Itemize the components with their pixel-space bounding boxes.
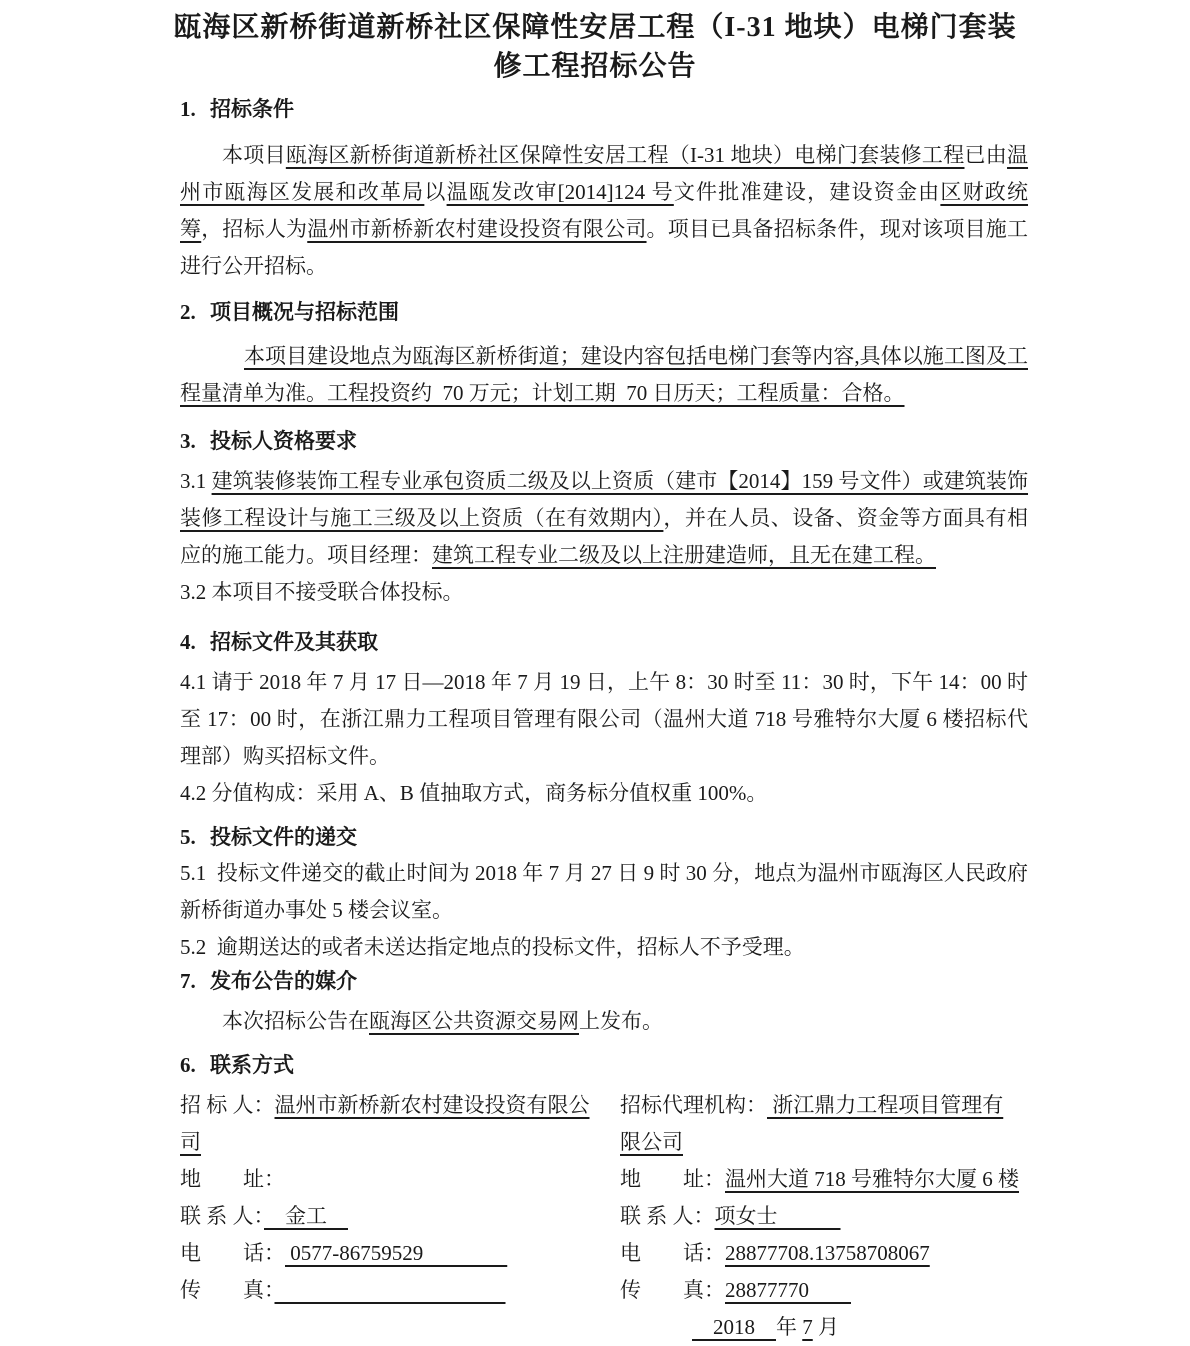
section-s6 [180, 1052, 1028, 1346]
section-heading [180, 428, 1028, 455]
underlined-text: 28877708.13758708067 [725, 1241, 930, 1265]
underlined-text: 瓯海区公共资源交易网 [369, 1009, 579, 1033]
contact-label: 联 系 人： [620, 1204, 715, 1228]
document-title [0, 0, 1190, 86]
contact-label: 传 真： [180, 1278, 275, 1302]
text-run: 。项目已具备招标条件，现对该项目施工进行公开招标。 [180, 217, 1029, 278]
contact-row [620, 1272, 1022, 1309]
contact-row [180, 1087, 600, 1161]
text-run: 月 [812, 1315, 839, 1339]
text-run: 4.2 分值构成：采用 A、B 值抽取方式，商务标分值权重 100%。 [180, 781, 768, 805]
text-run: ，招标人为 [201, 217, 308, 241]
contact-label: 传 真： [620, 1278, 725, 1302]
underlined-text: 项女士 [714, 1204, 841, 1228]
contact-row [180, 1272, 600, 1309]
section-number: 7. [180, 969, 196, 993]
section-number: 1. [180, 97, 196, 121]
underlined-text: 浙江鼎力工程项目管理有限公司 [620, 1093, 1004, 1154]
text-run: 年 [776, 1315, 803, 1339]
text-run: 5.2 逾期送达的或者未送达指定地点的投标文件，招标人不予受理。 [180, 935, 805, 959]
section-number: 5. [180, 825, 196, 849]
paragraph [180, 137, 1028, 285]
section-s3 [180, 428, 1028, 611]
contact-label: 联 系 人： [180, 1204, 264, 1228]
contact-label: 电 话： [620, 1241, 725, 1265]
text-run: ，并在人员、设备、资金等方面具有相应的施工能力。项目经理： [180, 506, 1029, 567]
paragraph [180, 1003, 1028, 1040]
paragraph [180, 664, 1028, 775]
paragraph [180, 338, 1028, 412]
contact-row [180, 1161, 600, 1198]
underlined-text: 建筑工程专业二级及以上注册建造师，且无在建工程。 [432, 543, 936, 567]
text-run: 本项目 [222, 143, 286, 167]
section-heading [180, 824, 1028, 851]
sections-container [180, 96, 1028, 1346]
section-heading [180, 968, 1028, 995]
contact-row [620, 1161, 1022, 1198]
section-s2 [180, 299, 1028, 412]
text-run: 4.1 请于 2018 年 7 月 17 日—2018 年 7 月 19 日，上午 8：30 时至 11：30 时，下午 14：00 时至 17：00 时，在浙江鼎力工程项目管理有限公司（温州大道 718 号雅特尔大厦 6 楼招标代理部）购买招标文件。 [180, 670, 1028, 768]
text-run: 已由 [964, 143, 1008, 167]
section-s1 [180, 96, 1028, 285]
contact-date-line [620, 1309, 1022, 1346]
text-run: 3.1 [180, 469, 212, 493]
contact-column-right [620, 1087, 1022, 1346]
paragraph [180, 855, 1028, 929]
contact-row [180, 1198, 600, 1235]
section-title: 投标文件的递交 [210, 826, 357, 849]
underlined-text: 2018 [692, 1315, 776, 1339]
section-heading [180, 299, 1028, 326]
section-heading [180, 629, 1028, 656]
contact-row [620, 1087, 1022, 1161]
underlined-text: 金工 [264, 1204, 348, 1228]
contact-label: 电 话： [180, 1241, 285, 1265]
underlined-text: 0577-86759529 [285, 1241, 508, 1265]
contact-row [620, 1198, 1022, 1235]
section-s7 [180, 968, 1028, 1040]
contact-label: 招标代理机构： [620, 1093, 767, 1117]
contact-row [620, 1235, 1022, 1272]
section-title: 招标文件及其获取 [210, 631, 378, 654]
section-title: 项目概况与招标范围 [210, 301, 399, 324]
underlined-text: 温州大道 718 号雅特尔大厦 6 楼 [725, 1167, 1019, 1191]
contact-label: 招 标 人： [180, 1093, 275, 1117]
paragraph [180, 574, 1028, 611]
text-run: 以 [424, 180, 447, 204]
text-run: 上发布。 [579, 1009, 663, 1033]
paragraph [180, 463, 1028, 574]
underlined-text: 区财政统筹 [180, 180, 1029, 241]
underlined-text: 温瓯发改审[2014]124 号 [446, 180, 674, 204]
section-heading [180, 96, 1028, 123]
text-run: 本次招标公告在 [222, 1009, 369, 1033]
paragraph [180, 775, 1028, 812]
contact-column-left [180, 1087, 600, 1346]
underlined-text: 温州市新桥新农村建设投资有限公司 [307, 217, 647, 241]
paragraph [180, 929, 1028, 966]
section-s4 [180, 629, 1028, 812]
section-title: 投标人资格要求 [210, 430, 357, 453]
underlined-text: 温州市新桥新农村建设投资有限公司 [180, 1093, 590, 1154]
contact-label: 地 址： [180, 1167, 285, 1191]
section-number: 3. [180, 429, 196, 453]
text-run: 3.2 本项目不接受联合体投标。 [180, 580, 464, 604]
section-number: 2. [180, 300, 196, 324]
section-title: 招标条件 [210, 98, 294, 121]
text-run: 5.1 投标文件递交的截止时间为 2018 年 7 月 27 日 9 时 30 分，地点为温州市瓯海区人民政府新桥街道办事处 5 楼会议室。 [180, 861, 1028, 922]
underlined-text [275, 1278, 506, 1302]
section-heading [180, 1052, 1028, 1079]
section-number: 4. [180, 630, 196, 654]
underlined-text: 瓯海区新桥街道新桥社区保障性安居工程（I-31 地块）电梯门套装修工程 [285, 143, 965, 167]
underlined-text: 28877770 [725, 1278, 851, 1302]
contact-label: 地 址： [620, 1167, 725, 1191]
title-line-2: 修工程招标公告 [493, 51, 697, 82]
contact-columns [180, 1087, 1028, 1346]
title-line-1: 瓯海区新桥街道新桥社区保障性安居工程（I-31 地块）电梯门套装 [173, 12, 1017, 43]
underlined-text: 7 [802, 1315, 813, 1339]
section-number: 6. [180, 1053, 196, 1077]
section-title: 联系方式 [210, 1054, 294, 1077]
text-run: 文件批准建设，建设资金由 [673, 180, 941, 204]
contact-row [180, 1235, 600, 1272]
underlined-text: 温州市瓯海区发展和改革局 [180, 143, 1029, 204]
underlined-text: 建筑装修装饰工程专业承包资质二级及以上资质（建市【2014】159 号文件）或建筑装饰装修工程设计与施工三级及以上资质（在有效期内） [180, 469, 1029, 530]
underlined-text: 本项目建设地点为瓯海区新桥街道；建设内容包括电梯门套等内容,具体以施工图及工程量清单为准。工程投资约 70 万元；计划工期 70 日历天；工程质量：合格。 [180, 344, 1028, 405]
section-title: 发布公告的媒介 [210, 970, 357, 993]
section-s5 [180, 824, 1028, 966]
